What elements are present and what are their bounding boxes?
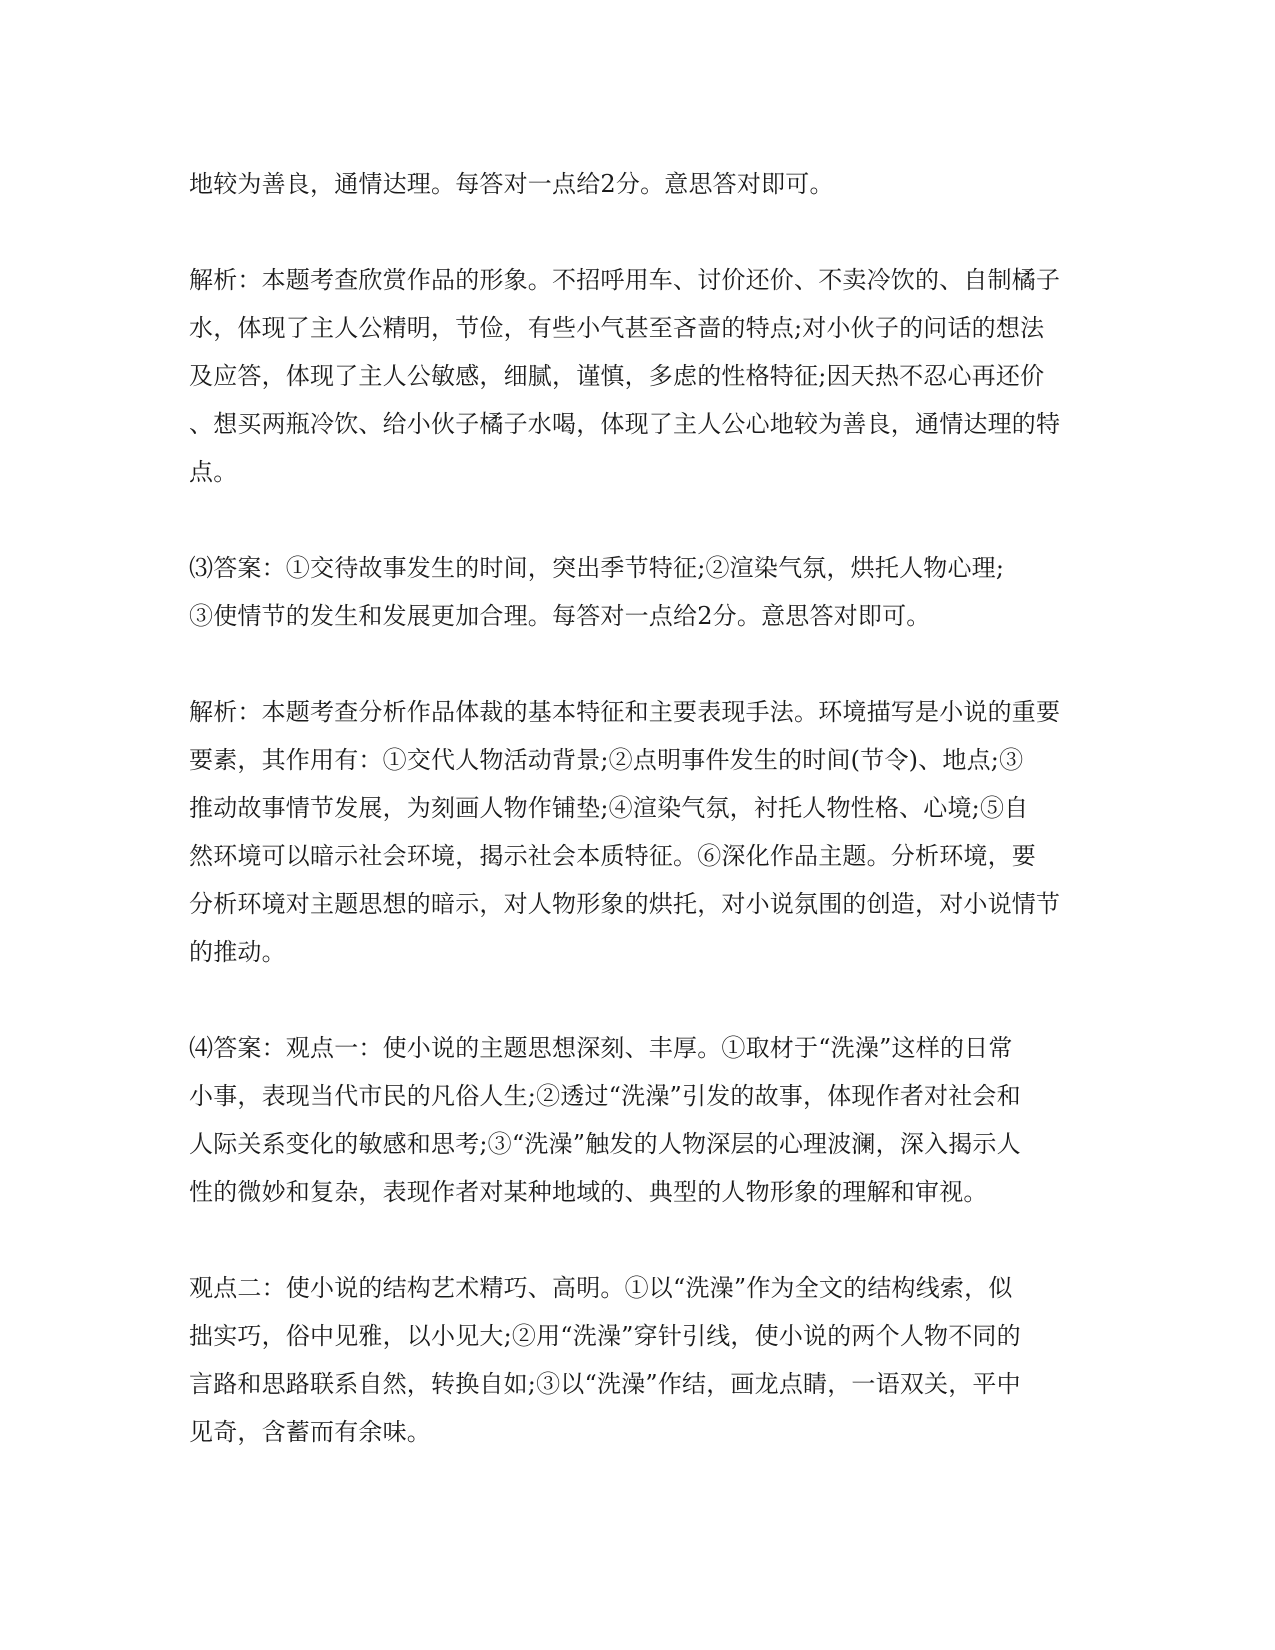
text-line: 解析：本题考查分析作品体裁的基本特征和主要表现手法。环境描写是小说的重要	[189, 698, 1061, 726]
paragraph-analysis-2	[189, 256, 1089, 496]
text-line: 的推动。	[189, 938, 286, 966]
text-line: 然环境可以暗示社会环境，揭示社会本质特征。⑥深化作品主题。分析环境，要	[189, 842, 1036, 870]
text-line: 地较为善良，通情达理。每答对一点给2分。意思答对即可。	[189, 170, 834, 198]
text-line: 拙实巧，俗中见雅，以小见大;②用“洗澡”穿针引线，使小说的两个人物不同的	[189, 1322, 1021, 1350]
text-line: 、想买两瓶冷饮、给小伙子橘子水喝，体现了主人公心地较为善良，通情达理的特	[189, 410, 1061, 438]
paragraph-answer-4-view-1	[189, 1024, 1089, 1216]
text-line: ③使情节的发生和发展更加合理。每答对一点给2分。意思答对即可。	[189, 602, 931, 630]
text-line: 言路和思路联系自然，转换自如;③以“洗澡”作结，画龙点睛，一语双关，平中	[189, 1370, 1021, 1398]
text-line: ⑷答案：观点一：使小说的主题思想深刻、丰厚。①取材于“洗澡”这样的日常	[189, 1034, 1013, 1062]
text-line: 见奇，含蓄而有余味。	[189, 1418, 431, 1446]
text-line: 分析环境对主题思想的暗示，对人物形象的烘托，对小说氛围的创造，对小说情节	[189, 890, 1061, 918]
text-line: 要素，其作用有：①交代人物活动背景;②点明事件发生的时间(节令)、地点;③	[189, 746, 1024, 774]
text-line: 解析：本题考查欣赏作品的形象。不招呼用车、讨价还价、不卖冷饮的、自制橘子	[189, 266, 1061, 294]
text-line: 推动故事情节发展，为刻画人物作铺垫;④渲染气氛，衬托人物性格、心境;⑤自	[189, 794, 1029, 822]
text-line: 人际关系变化的敏感和思考;③“洗澡”触发的人物深层的心理波澜，深入揭示人	[189, 1130, 1021, 1158]
text-line: 水，体现了主人公精明，节俭，有些小气甚至吝啬的特点;对小伙子的问话的想法	[189, 314, 1045, 342]
text-line: 性的微妙和复杂，表现作者对某种地域的、典型的人物形象的理解和审视。	[189, 1178, 988, 1206]
paragraph-analysis-3	[189, 688, 1089, 976]
text-line: 小事，表现当代市民的凡俗人生;②透过“洗澡”引发的故事，体现作者对社会和	[189, 1082, 1021, 1110]
paragraph-answer-2-continued	[189, 160, 1089, 208]
text-line: ⑶答案：①交待故事发生的时间，突出季节特征;②渲染气氛，烘托人物心理;	[189, 554, 1005, 582]
text-line: 点。	[189, 458, 238, 486]
text-line: 及应答，体现了主人公敏感，细腻，谨慎，多虑的性格特征;因天热不忍心再还价	[189, 362, 1045, 390]
paragraph-answer-4-view-2	[189, 1264, 1089, 1456]
paragraph-answer-3	[189, 544, 1089, 640]
text-line: 观点二：使小说的结构艺术精巧、高明。①以“洗澡”作为全文的结构线索，似	[189, 1274, 1013, 1302]
document-body	[189, 160, 1089, 1504]
